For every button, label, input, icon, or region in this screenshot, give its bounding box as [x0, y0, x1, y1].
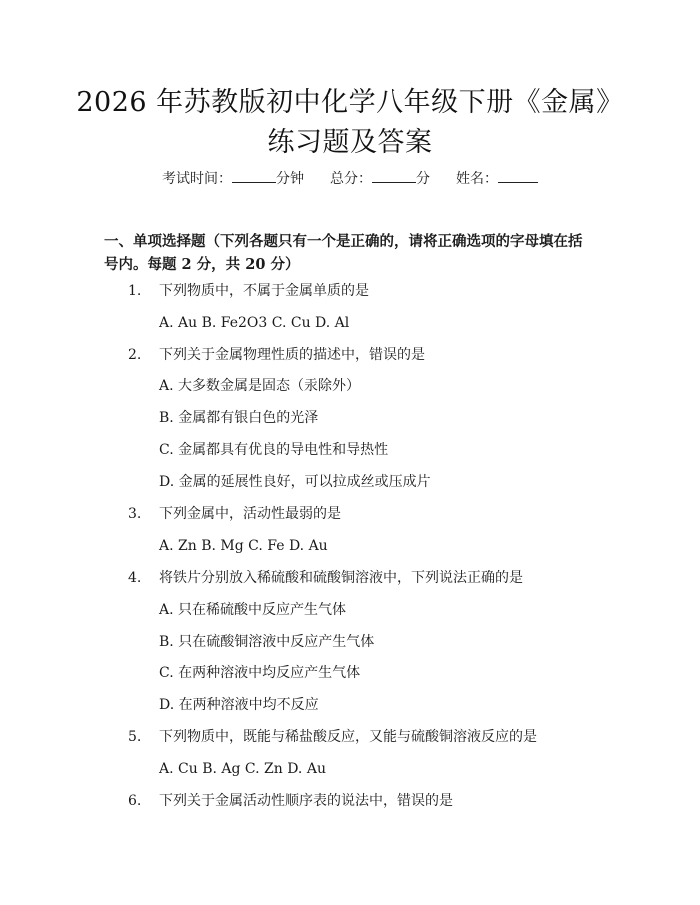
- question-number: 6.: [128, 793, 142, 809]
- question-text: 下列物质中，既能与稀盐酸反应，又能与硫酸铜溶液反应的是: [159, 729, 537, 745]
- option-d: D. 在两种溶液中均不反应: [159, 697, 319, 713]
- section-heading: 一、单项选择题（下列各题只有一个是正确的，请将正确选项的字母填在括号内。每题 2 分，共 20 分）: [104, 233, 583, 273]
- name-blank: [498, 168, 538, 183]
- question-text: 下列物质中，不属于金属单质的是: [159, 283, 369, 299]
- question-number: 2.: [128, 347, 142, 363]
- question-options: A. Zn B. Mg C. Fe D. Au: [159, 538, 328, 554]
- score-label: 总分：: [330, 171, 372, 187]
- option-b: B. 只在硫酸铜溶液中反应产生气体: [159, 634, 375, 650]
- option-a: A. 只在稀硫酸中反应产生气体: [159, 602, 347, 618]
- question-text: 下列关于金属物理性质的描述中，错误的是: [159, 347, 425, 363]
- score-blank: [372, 168, 416, 183]
- name-label: 姓名：: [456, 171, 498, 187]
- option-a: A. 大多数金属是固态（汞除外）: [159, 378, 361, 394]
- option-b: B. 金属都有银白色的光泽: [159, 410, 319, 426]
- question-text: 将铁片分别放入稀硫酸和硫酸铜溶液中，下列说法正确的是: [159, 570, 523, 586]
- question-number: 4.: [128, 570, 142, 586]
- document-title-line-1: 2026 年苏教版初中化学八年级下册《金属》: [76, 87, 624, 118]
- question-text: 下列关于金属活动性顺序表的说法中，错误的是: [159, 793, 453, 809]
- question-number: 5.: [128, 729, 142, 745]
- score-unit: 分: [416, 171, 430, 187]
- question-options: A. Cu B. Ag C. Zn D. Au: [159, 761, 326, 777]
- question-number: 3.: [128, 506, 142, 522]
- question-options: A. Au B. Fe2O3 C. Cu D. Al: [159, 315, 350, 331]
- option-d: D. 金属的延展性良好，可以拉成丝或压成片: [159, 474, 431, 490]
- document-title-line-2: 练习题及答案: [267, 127, 433, 158]
- option-c: C. 金属都具有优良的导电性和导热性: [159, 442, 389, 458]
- option-c: C. 在两种溶液中均反应产生气体: [159, 665, 361, 681]
- time-unit: 分钟: [276, 171, 304, 187]
- question-number: 1.: [128, 283, 142, 299]
- question-text: 下列金属中，活动性最弱的是: [159, 506, 341, 522]
- time-blank: [232, 168, 276, 183]
- exam-info-line: [0, 168, 700, 189]
- time-label: 考试时间：: [162, 171, 232, 187]
